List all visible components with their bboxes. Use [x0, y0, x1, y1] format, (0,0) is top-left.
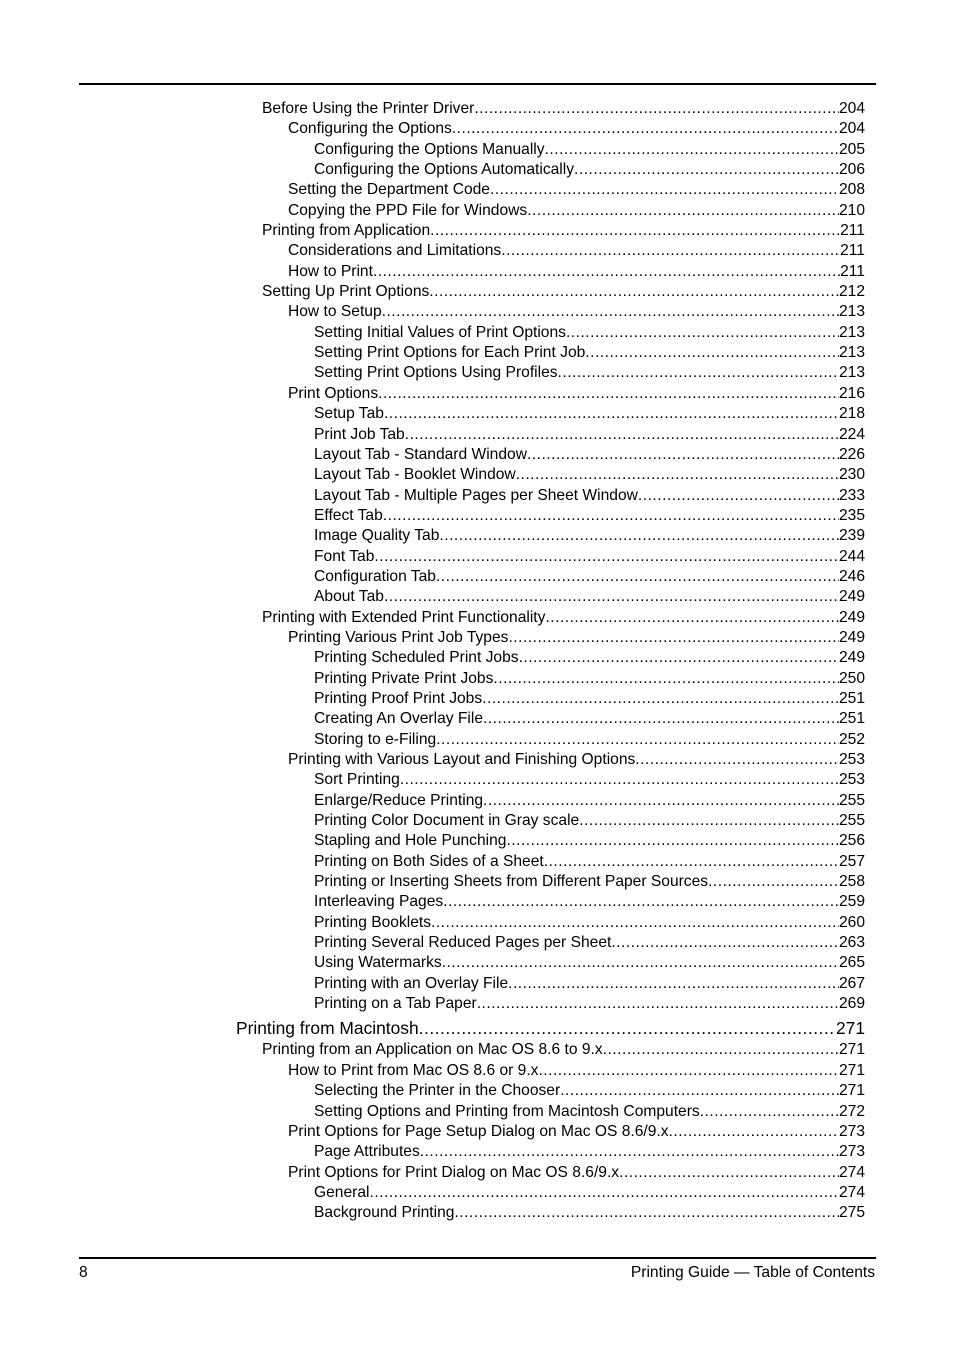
toc-entry-title: Configuring the Options [288, 120, 452, 138]
toc-entry[interactable] [0, 465, 954, 485]
toc-entry-title: Setting Initial Values of Print Options [314, 323, 566, 341]
toc-entry-page-number: 213 [838, 303, 865, 321]
toc-dot-leader [384, 404, 839, 424]
toc-dot-leader [669, 1122, 839, 1142]
toc-dot-leader [545, 608, 839, 628]
toc-entry-title: Storing to e-Filing [314, 730, 437, 748]
toc-entry-title: Layout Tab - Standard Window [314, 445, 527, 463]
toc-entry[interactable] [0, 201, 954, 221]
toc-entry-title: Configuring the Options Automatically [314, 161, 575, 179]
toc-entry-page-number: 249 [838, 608, 865, 626]
toc-entry-page-number: 249 [838, 649, 865, 667]
toc-entry[interactable] [0, 262, 954, 282]
toc-dot-leader [566, 323, 839, 343]
toc-entry-page-number: 250 [838, 669, 865, 687]
toc-entry-title: Page Attributes [314, 1143, 420, 1161]
toc-entry-page-number: 211 [840, 242, 865, 260]
toc-dot-leader [369, 1183, 838, 1203]
footer-rule [79, 1257, 876, 1259]
toc-entry-title: Printing with Various Layout and Finishing Options [288, 751, 636, 768]
toc-dot-leader [560, 1081, 839, 1101]
toc-entry-title: General [314, 1183, 370, 1201]
toc-entry[interactable] [0, 689, 954, 709]
toc-entry-page-number: 249 [838, 628, 865, 646]
toc-entry-page-number: 208 [838, 181, 865, 199]
toc-entry-page-number: 274 [838, 1183, 865, 1201]
toc-dot-leader [436, 567, 839, 587]
footer-document-title: Printing Guide — Table of Contents [630, 1264, 875, 1281]
toc-entry-title: Creating An Overlay File [314, 710, 484, 728]
toc-entry[interactable] [0, 445, 954, 465]
toc-dot-leader [708, 872, 839, 892]
toc-dot-leader [508, 628, 839, 648]
toc-dot-leader [452, 119, 839, 139]
toc-entry-page-number: 230 [838, 466, 865, 484]
toc-entry-page-number: 226 [838, 445, 865, 463]
toc-entry-title: Image Quality Tab [314, 527, 440, 545]
toc-entry[interactable] [0, 343, 954, 363]
toc-entry-page-number: 273 [838, 1143, 865, 1161]
toc-entry[interactable] [0, 567, 954, 587]
toc-entry-page-number: 218 [838, 405, 865, 423]
toc-entry-page-number: 233 [838, 486, 865, 504]
toc-entry-title: Setting Up Print Options [262, 283, 430, 301]
toc-dot-leader [384, 587, 839, 607]
toc-entry-title: Print Options [288, 384, 379, 402]
toc-entry-page-number: 256 [838, 832, 865, 850]
toc-entry-title: About Tab [314, 588, 384, 606]
toc-entry[interactable] [0, 791, 954, 811]
toc-entry-page-number: 257 [838, 852, 865, 870]
toc-dot-leader [382, 302, 839, 322]
toc-entry[interactable] [0, 994, 954, 1014]
toc-entry-title: Print Options for Page Setup Dialog on Mac OS 8.6/9.x [288, 1122, 669, 1140]
toc-entry[interactable] [0, 1016, 954, 1040]
toc-entry-title: Printing with an Overlay File [314, 974, 509, 992]
toc-entry-title: Enlarge/Reduce Printing [314, 791, 484, 809]
toc-dot-leader [430, 221, 840, 241]
toc-entry-page-number: 212 [838, 283, 865, 301]
toc-entry[interactable] [0, 852, 954, 872]
toc-entry-title: Printing Private Print Jobs [314, 669, 494, 687]
toc-entry[interactable] [0, 953, 954, 973]
toc-entry-page-number: 252 [838, 730, 865, 748]
toc-entry-page-number: 235 [838, 506, 865, 524]
toc-entry[interactable] [0, 363, 954, 383]
toc-entry[interactable] [0, 486, 954, 506]
toc-entry-page-number: 204 [838, 100, 865, 117]
toc-entry-title: Printing from Application [262, 222, 431, 240]
toc-dot-leader [579, 811, 839, 831]
toc-entry[interactable] [0, 302, 954, 322]
toc-dot-leader [527, 201, 839, 221]
toc-entry[interactable] [0, 119, 954, 139]
toc-entry-page-number: 213 [838, 323, 865, 341]
toc-entry[interactable] [0, 282, 954, 302]
toc-entry-page-number: 211 [840, 262, 865, 280]
toc-entry[interactable] [0, 730, 954, 750]
toc-entry-page-number: 251 [838, 710, 865, 728]
toc-dot-leader [638, 486, 839, 506]
toc-entry[interactable] [0, 974, 954, 994]
toc-dot-leader [443, 892, 839, 912]
toc-dot-leader [374, 547, 839, 567]
toc-entry-title: How to Print [288, 262, 373, 280]
toc-entry-title: Layout Tab - Multiple Pages per Sheet Window [314, 486, 638, 504]
toc-entry-page-number: 213 [838, 344, 865, 362]
toc-entry-title: Configuration Tab [314, 567, 436, 585]
toc-entry-page-number: 205 [838, 140, 865, 158]
toc-entry-page-number: 251 [838, 689, 865, 707]
toc-entry-title: Setting Print Options Using Profiles [314, 364, 558, 382]
toc-dot-leader [378, 384, 839, 404]
toc-entry[interactable] [0, 180, 954, 200]
toc-dot-leader [373, 262, 840, 282]
toc-entry-page-number: 260 [838, 913, 865, 931]
toc-entry-title: Printing Scheduled Print Jobs [314, 649, 519, 667]
toc-entry-title: Sort Printing [314, 771, 400, 789]
toc-entry[interactable] [0, 872, 954, 892]
toc-dot-leader [454, 1203, 839, 1223]
toc-entry[interactable] [0, 160, 954, 180]
toc-entry-title: Printing or Inserting Sheets from Different Paper Sources [314, 873, 709, 891]
toc-entry-title: Configuring the Options Manually [314, 140, 545, 158]
toc-entry[interactable] [0, 831, 954, 851]
toc-dot-leader [700, 1102, 839, 1122]
toc-entry-page-number: 258 [838, 873, 865, 891]
toc-entry[interactable] [0, 1122, 954, 1142]
toc-entry[interactable] [0, 811, 954, 831]
toc-entry-title: Printing Several Reduced Pages per Sheet [314, 934, 612, 952]
toc-entry-title: Printing on a Tab Paper [314, 995, 477, 1013]
toc-entry-title: Printing on Both Sides of a Sheet [314, 852, 544, 870]
toc-dot-leader [483, 791, 839, 811]
toc-entry-page-number: 259 [838, 893, 865, 911]
toc-entry-title: Copying the PPD File for Windows [288, 201, 528, 219]
toc-entry[interactable] [0, 140, 954, 160]
toc-entry[interactable] [0, 587, 954, 607]
toc-entry-page-number: 263 [838, 934, 865, 952]
toc-entry-title: Font Tab [314, 547, 375, 565]
toc-entry[interactable] [0, 770, 954, 790]
toc-entry[interactable] [0, 709, 954, 729]
footer-page-number: 8 [79, 1264, 88, 1281]
toc-entry-page-number: 269 [838, 995, 865, 1013]
toc-entry-title: Layout Tab - Booklet Window [314, 466, 516, 484]
toc-entry-page-number: 253 [838, 751, 865, 768]
toc-entry-title: Using Watermarks [314, 954, 442, 972]
toc-entry-page-number: 210 [838, 201, 865, 219]
toc-entry-page-number: 255 [838, 791, 865, 809]
toc-entry[interactable] [0, 933, 954, 953]
toc-entry-page-number: 271 [835, 1018, 865, 1039]
toc-dot-leader [483, 709, 839, 729]
toc-dot-leader [545, 140, 839, 160]
toc-dot-leader [519, 648, 839, 668]
toc-dot-leader [611, 933, 839, 953]
toc-entry-title: Setting Print Options for Each Print Job [314, 344, 586, 362]
toc-entry[interactable] [0, 1203, 954, 1223]
toc-entry-title: Printing Proof Print Jobs [314, 689, 483, 707]
toc-entry-page-number: 216 [838, 384, 865, 402]
toc-dot-leader [429, 282, 839, 302]
toc-dot-leader [439, 526, 839, 546]
toc-entry-title: Printing from Macintosh [236, 1018, 419, 1039]
toc-entry-title: Print Job Tab [314, 425, 405, 443]
toc-dot-leader [405, 425, 839, 445]
toc-entry[interactable] [0, 506, 954, 526]
toc-dot-leader [442, 953, 839, 973]
toc-dot-leader [558, 363, 839, 383]
toc-dot-leader [635, 750, 839, 770]
toc-entry-title: Printing Booklets [314, 913, 432, 931]
toc-entry[interactable] [0, 608, 954, 628]
toc-entry-page-number: 244 [838, 547, 865, 565]
toc-entry[interactable] [0, 526, 954, 546]
toc-dot-leader [544, 852, 839, 872]
toc-entry-title: Setting Options and Printing from Macintosh Computers [314, 1102, 700, 1120]
toc-entry-page-number: 275 [838, 1204, 865, 1222]
toc-entry-page-number: 253 [838, 771, 865, 789]
toc-entry-title: Setup Tab [314, 405, 384, 423]
toc-dot-leader [508, 974, 839, 994]
toc-entry-title: Setting the Department Code [288, 181, 490, 199]
toc-entry[interactable] [0, 913, 954, 933]
toc-dot-leader [516, 465, 839, 485]
toc-entry-title: How to Setup [288, 303, 382, 321]
toc-entry-page-number: 224 [838, 425, 865, 443]
toc-entry-page-number: 272 [838, 1102, 865, 1120]
toc-entry-page-number: 246 [838, 567, 865, 585]
toc-dot-leader [501, 241, 840, 261]
toc-dot-leader [400, 770, 839, 790]
toc-entry[interactable] [0, 547, 954, 567]
toc-dot-leader [585, 343, 839, 363]
toc-entry[interactable] [0, 425, 954, 445]
table-of-contents [0, 99, 954, 1224]
toc-dot-leader [482, 689, 839, 709]
toc-entry[interactable] [0, 628, 954, 648]
toc-entry-page-number: 239 [838, 527, 865, 545]
toc-entry-title: Printing Color Document in Gray scale [314, 812, 580, 830]
toc-entry[interactable] [0, 99, 954, 119]
toc-dot-leader [477, 994, 839, 1014]
toc-entry-title: Printing from an Application on Mac OS 8.6 to 9.x [262, 1041, 603, 1059]
toc-entry-page-number: 271 [838, 1082, 865, 1100]
toc-entry-title: Before Using the Printer Driver [262, 100, 475, 117]
toc-entry-title: Background Printing [314, 1204, 455, 1222]
toc-entry-title: Considerations and Limitations [288, 242, 502, 260]
toc-entry[interactable] [0, 1081, 954, 1101]
toc-dot-leader [436, 730, 839, 750]
toc-entry-title: Interleaving Pages [314, 893, 444, 911]
toc-entry[interactable] [0, 1040, 954, 1060]
toc-entry-page-number: 271 [838, 1041, 865, 1059]
toc-dot-leader [493, 669, 839, 689]
toc-dot-leader [420, 1142, 839, 1162]
toc-dot-leader [474, 99, 839, 119]
toc-entry-title: Printing with Extended Print Functionality [262, 608, 546, 626]
toc-entry[interactable] [0, 221, 954, 241]
toc-dot-leader [431, 913, 839, 933]
toc-dot-leader [506, 831, 839, 851]
toc-dot-leader [383, 506, 839, 526]
toc-entry-page-number: 213 [838, 364, 865, 382]
toc-dot-leader [603, 1040, 839, 1060]
toc-entry[interactable] [0, 404, 954, 424]
toc-dot-leader [490, 180, 839, 200]
toc-entry-title: Stapling and Hole Punching [314, 832, 507, 850]
toc-entry[interactable] [0, 892, 954, 912]
toc-entry-page-number: 249 [838, 588, 865, 606]
toc-entry[interactable] [0, 323, 954, 343]
toc-entry-title: Selecting the Printer in the Chooser [314, 1082, 561, 1100]
toc-entry[interactable] [0, 1102, 954, 1122]
toc-entry[interactable] [0, 750, 954, 770]
toc-dot-leader [527, 445, 839, 465]
toc-dot-leader [619, 1163, 839, 1183]
toc-entry[interactable] [0, 1142, 954, 1162]
toc-entry[interactable] [0, 241, 954, 261]
toc-entry-page-number: 206 [838, 161, 865, 179]
toc-entry[interactable] [0, 669, 954, 689]
toc-entry-page-number: 271 [838, 1061, 865, 1079]
toc-entry-page-number: 265 [838, 954, 865, 972]
toc-dot-leader [574, 160, 839, 180]
toc-entry[interactable] [0, 648, 954, 668]
toc-entry-title: Printing Various Print Job Types [288, 628, 509, 646]
toc-dot-leader [538, 1061, 839, 1081]
toc-entry[interactable] [0, 1163, 954, 1183]
toc-entry-page-number: 267 [838, 974, 865, 992]
toc-entry-title: Effect Tab [314, 506, 383, 524]
header-rule [79, 83, 876, 85]
toc-entry-page-number: 273 [838, 1122, 865, 1140]
toc-dot-leader [419, 1016, 836, 1040]
toc-entry-page-number: 255 [838, 812, 865, 830]
toc-entry-page-number: 204 [838, 120, 865, 138]
toc-entry-title: How to Print from Mac OS 8.6 or 9.x [288, 1061, 539, 1079]
toc-entry-title: Print Options for Print Dialog on Mac OS 8.6/9.x [288, 1163, 620, 1181]
toc-entry[interactable] [0, 1183, 954, 1203]
toc-entry[interactable] [0, 384, 954, 404]
toc-entry-page-number: 274 [838, 1163, 865, 1181]
toc-entry-page-number: 211 [840, 222, 865, 240]
toc-entry[interactable] [0, 1061, 954, 1081]
